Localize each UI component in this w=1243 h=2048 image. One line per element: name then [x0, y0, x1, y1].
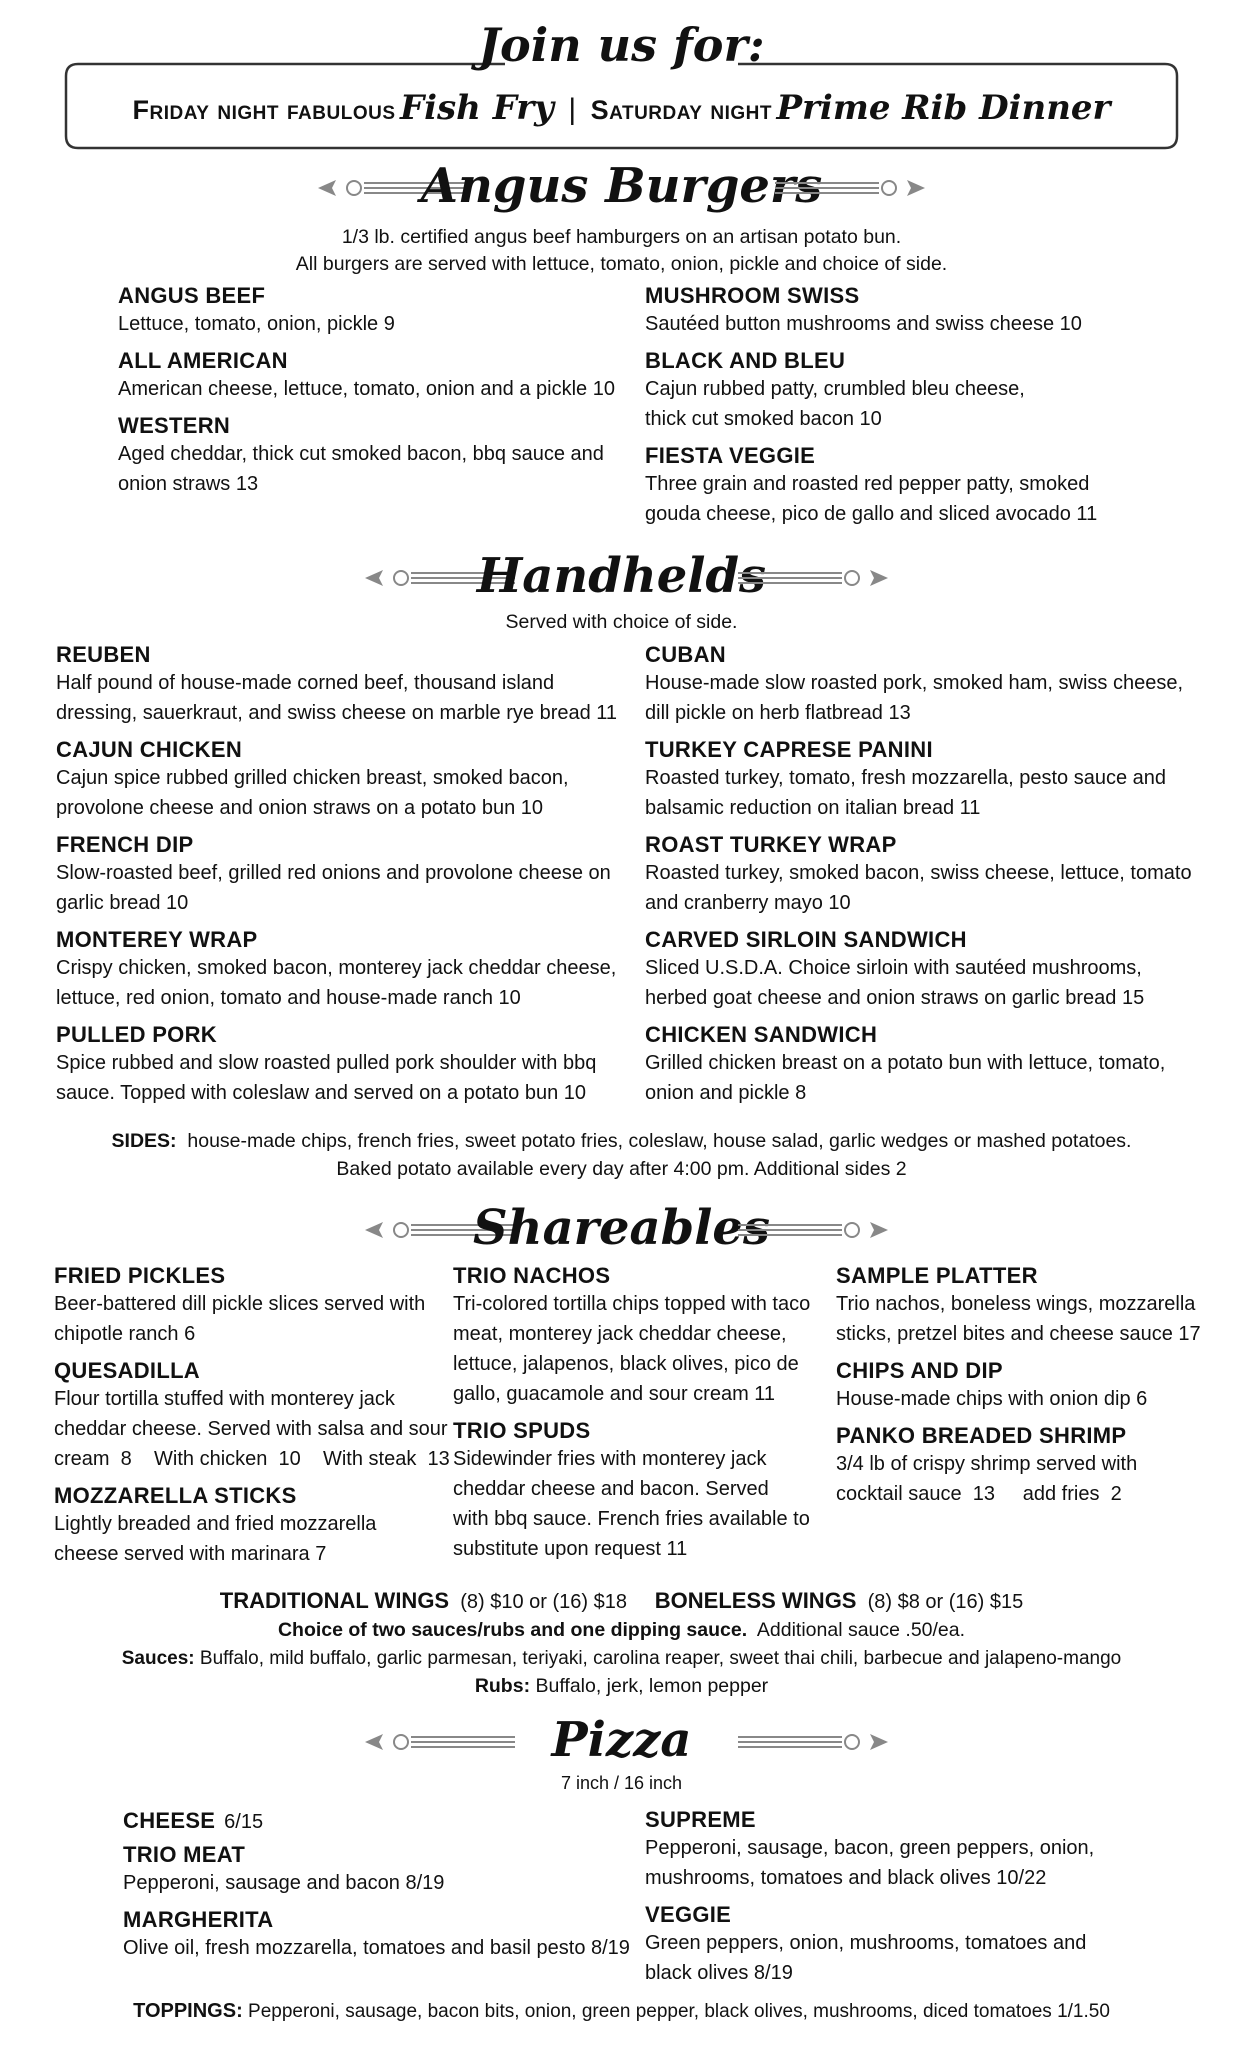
handhelds-intro: Served with choice of side.: [505, 611, 738, 633]
item-desc: sticks, pretzel bites and cheese sauce 17: [836, 1323, 1201, 1345]
sides-line: [0, 1128, 1243, 1155]
wings-2-price: (8) $8 or (16) $15: [867, 1591, 1024, 1613]
menu-item: [645, 1902, 1086, 1988]
shareables-title: Shareables: [473, 1200, 770, 1256]
sauces-line: [0, 1645, 1243, 1672]
item-desc: Olive oil, fresh mozzarella, tomatoes and basil pesto 8/19: [123, 1937, 630, 1959]
item-desc: balsamic reduction on italian bread 11: [645, 797, 981, 819]
pizza-title: Pizza: [551, 1712, 692, 1768]
item-name: CAJUN CHICKEN: [56, 737, 243, 762]
item-desc: Flour tortilla stuffed with monterey jack: [54, 1388, 395, 1410]
item-name: FRIED PICKLES: [54, 1263, 226, 1288]
right-ornament-icon: [775, 174, 925, 202]
item-desc: Cajun spice rubbed grilled chicken breast, smoked bacon,: [56, 767, 569, 789]
menu-item: [56, 832, 611, 918]
item-desc: House-made chips with onion dip 6: [836, 1388, 1148, 1410]
item-desc: 3/4 lb of crispy shrimp served with: [836, 1453, 1138, 1475]
sides-label: SIDES:: [111, 1130, 177, 1152]
item-name: CARVED SIRLOIN SANDWICH: [645, 927, 967, 952]
item-desc: Grilled chicken breast on a potato bun with lettuce, tomato,: [645, 1052, 1166, 1074]
handhelds-title: Handhelds: [476, 548, 767, 604]
menu-item: [645, 927, 1144, 1013]
item-desc: and cranberry mayo 10: [645, 892, 851, 914]
item-desc: dill pickle on herb flatbread 13: [645, 702, 911, 724]
item-desc: cocktail sauce 13 add fries 2: [836, 1483, 1122, 1505]
item-name: ALL AMERICAN: [118, 348, 288, 373]
item-desc: Three grain and roasted red pepper patty, smoked: [645, 473, 1090, 495]
item-desc: Sautéed button mushrooms and swiss cheese 10: [645, 313, 1082, 335]
menu-item: [645, 642, 1183, 728]
rubs-line: [0, 1673, 1243, 1700]
item-desc: Green peppers, onion, mushrooms, tomatoes and: [645, 1932, 1087, 1954]
handhelds-header: [0, 548, 1243, 608]
pizza-intro: 7 inch / 16 inch: [560, 1773, 683, 1793]
item-desc: Half pound of house-made corned beef, thousand island: [56, 672, 555, 694]
item-desc: Roasted turkey, tomato, fresh mozzarella, pesto sauce and: [645, 767, 1167, 789]
item-desc: Beer-battered dill pickle slices served with: [54, 1293, 426, 1315]
menu-item: [453, 1418, 810, 1564]
right-ornament-icon: [738, 1728, 888, 1756]
item-desc: chipotle ranch 6: [54, 1323, 196, 1345]
sides-line-2: Baked potato available every day after 4:00 pm. Additional sides 2: [336, 1158, 907, 1180]
item-desc: sauce. Topped with coleslaw and served on a potato bun 10: [56, 1082, 586, 1104]
menu-item: [56, 1022, 596, 1108]
item-name: VEGGIE: [645, 1902, 732, 1927]
item-name: REUBEN: [56, 642, 151, 667]
wings-line: [0, 1588, 1243, 1614]
banner-events: [0, 88, 1243, 128]
item-name: ROAST TURKEY WRAP: [645, 832, 897, 857]
item-desc: dressing, sauerkraut, and swiss cheese on marble rye bread 11: [56, 702, 618, 724]
menu-item: [645, 1022, 1165, 1108]
menu-item: [118, 413, 604, 499]
item-name: ANGUS BEEF: [118, 283, 266, 308]
banner-divider: |: [568, 93, 577, 126]
saturday-label: Saturday night: [590, 95, 772, 125]
menu-item: [836, 1358, 1147, 1414]
toppings-text: Pepperoni, sausage, bacon bits, onion, green pepper, black olives, mushrooms, diced tomatoes 1/1.50: [248, 2001, 1110, 2022]
burgers-title: Angus Burgers: [420, 158, 823, 214]
item-desc: substitute upon request 11: [453, 1538, 688, 1560]
menu-item: [645, 348, 1025, 434]
menu-item: [54, 1483, 376, 1569]
toppings-line: [0, 1998, 1243, 2025]
wings-2-name: BONELESS WINGS: [654, 1588, 857, 1613]
item-name: MOZZARELLA STICKS: [54, 1483, 297, 1508]
item-desc: onion and pickle 8: [645, 1082, 807, 1104]
item-name: TURKEY CAPRESE PANINI: [645, 737, 933, 762]
item-desc: gallo, guacamole and sour cream 11: [453, 1383, 776, 1405]
wings-1-price: (8) $10 or (16) $18: [460, 1591, 627, 1613]
item-desc: gouda cheese, pico de gallo and sliced avocado 11: [645, 503, 1098, 525]
item-desc: Slow-roasted beef, grilled red onions and provolone cheese on: [56, 862, 611, 884]
item-name: MONTEREY WRAP: [56, 927, 258, 952]
menu-item: [123, 1807, 263, 1837]
friday-label: Friday night fabulous: [132, 95, 396, 125]
right-ornament-icon: [738, 564, 888, 592]
item-name: SAMPLE PLATTER: [836, 1263, 1038, 1288]
menu-item: [56, 642, 617, 728]
item-name: TRIO NACHOS: [453, 1263, 611, 1288]
menu-item: [54, 1358, 450, 1474]
item-name: FRENCH DIP: [56, 832, 194, 857]
item-desc: cream 8 With chicken 10 With steak 13: [54, 1448, 450, 1470]
menu-item: [123, 1842, 444, 1898]
item-name: PANKO BREADED SHRIMP: [836, 1423, 1127, 1448]
item-desc: cheddar cheese. Served with salsa and sour: [54, 1418, 448, 1440]
wings-choice: [0, 1617, 1243, 1644]
item-desc: cheese served with marinara 7: [54, 1543, 327, 1565]
item-desc: lettuce, red onion, tomato and house-made ranch 10: [56, 987, 521, 1009]
item-name: CUBAN: [645, 642, 726, 667]
item-desc: meat, monterey jack cheddar cheese,: [453, 1323, 787, 1345]
item-desc: Spice rubbed and slow roasted pulled pork shoulder with bbq: [56, 1052, 597, 1074]
menu-item: [54, 1263, 425, 1349]
toppings-label: TOPPINGS:: [133, 2000, 243, 2022]
menu-item: [118, 283, 395, 339]
item-name: CHEESE: [123, 1808, 216, 1833]
right-ornament-icon: [738, 1216, 888, 1244]
item-name: TRIO SPUDS: [453, 1418, 591, 1443]
item-desc: American cheese, lettuce, tomato, onion and a pickle 10: [118, 378, 615, 400]
item-desc: Pepperoni, sausage, bacon, green peppers, onion,: [645, 1837, 1095, 1859]
item-desc: Lettuce, tomato, onion, pickle 9: [118, 313, 395, 335]
menu-item: [645, 832, 1192, 918]
item-desc: House-made slow roasted pork, smoked ham, swiss cheese,: [645, 672, 1184, 694]
item-price: 6/15: [224, 1811, 264, 1833]
shareables-header: [0, 1200, 1243, 1260]
sauces-label: Sauces:: [121, 1648, 195, 1669]
item-desc: Sidewinder fries with monterey jack: [453, 1448, 767, 1470]
item-name: MUSHROOM SWISS: [645, 283, 860, 308]
menu-item: [645, 443, 1097, 529]
item-desc: Roasted turkey, smoked bacon, swiss cheese, lettuce, tomato: [645, 862, 1192, 884]
menu-item: [56, 927, 616, 1013]
menu-item: [645, 283, 1082, 339]
item-desc: Lightly breaded and fried mozzarella: [54, 1513, 377, 1535]
sides-text: house-made chips, french fries, sweet potato fries, coleslaw, house salad, garlic wedges or mashed potatoes.: [187, 1130, 1132, 1152]
item-name: SUPREME: [645, 1807, 756, 1832]
rubs-label: Rubs:: [474, 1675, 531, 1697]
item-desc: Tri-colored tortilla chips topped with taco: [453, 1293, 811, 1315]
pizza-header: [0, 1712, 1243, 1772]
item-desc: mushrooms, tomatoes and black olives 10/22: [645, 1867, 1047, 1889]
item-name: QUESADILLA: [54, 1358, 200, 1383]
choice-rest: Additional sauce .50/ea.: [756, 1619, 966, 1641]
item-name: FIESTA VEGGIE: [645, 443, 816, 468]
menu-item: [453, 1263, 810, 1409]
item-desc: provolone cheese and onion straws on a potato bun 10: [56, 797, 544, 819]
item-desc: thick cut smoked bacon 10: [645, 408, 882, 430]
item-desc: Pepperoni, sausage and bacon 8/19: [123, 1872, 445, 1894]
choice-bold: Choice of two sauces/rubs and one dipping sauce.: [277, 1619, 748, 1641]
item-desc: Sliced U.S.D.A. Choice sirloin with sautéed mushrooms,: [645, 957, 1142, 979]
burgers-intro-1: 1/3 lb. certified angus beef hamburgers on an artisan potato bun.: [341, 226, 902, 248]
rubs-text: Buffalo, jerk, lemon pepper: [535, 1675, 769, 1697]
item-desc: Aged cheddar, thick cut smoked bacon, bbq sauce and: [118, 443, 604, 465]
menu-item: [645, 1807, 1094, 1893]
item-name: CHICKEN SANDWICH: [645, 1022, 878, 1047]
banner-title: Join us for:: [478, 18, 765, 72]
item-name: PULLED PORK: [56, 1022, 217, 1047]
menu-item: [56, 737, 569, 823]
item-desc: herbed goat cheese and onion straws on garlic bread 15: [645, 987, 1145, 1009]
item-desc: onion straws 13: [118, 473, 259, 495]
item-desc: black olives 8/19: [645, 1962, 793, 1984]
sauces-text: Buffalo, mild buffalo, garlic parmesan, teriyaki, carolina reaper, sweet thai chili, barbecue and jalapeno-mango: [199, 1648, 1122, 1669]
item-desc: with bbq sauce. French fries available to: [453, 1508, 810, 1530]
item-desc: lettuce, jalapenos, black olives, pico de: [453, 1353, 799, 1375]
item-desc: Cajun rubbed patty, crumbled bleu cheese,: [645, 378, 1025, 400]
menu-item: [836, 1423, 1137, 1509]
burgers-header: [0, 158, 1243, 218]
wings-1-name: TRADITIONAL WINGS: [219, 1588, 450, 1613]
item-name: TRIO MEAT: [123, 1842, 246, 1867]
burgers-intro-2: All burgers are served with lettuce, tomato, onion, pickle and choice of side.: [295, 253, 948, 275]
item-name: MARGHERITA: [123, 1907, 274, 1932]
item-desc: Crispy chicken, smoked bacon, monterey jack cheddar cheese,: [56, 957, 617, 979]
friday-event: Fish Fry: [399, 88, 554, 128]
item-desc: cheddar cheese and bacon. Served: [453, 1478, 769, 1500]
menu-item: [123, 1907, 630, 1963]
item-name: CHIPS AND DIP: [836, 1358, 1003, 1383]
item-desc: Trio nachos, boneless wings, mozzarella: [836, 1293, 1196, 1315]
menu-item: [118, 348, 615, 404]
saturday-event: Prime Rib Dinner: [776, 88, 1111, 128]
item-name: WESTERN: [118, 413, 231, 438]
item-desc: garlic bread 10: [56, 892, 189, 914]
item-name: BLACK AND BLEU: [645, 348, 846, 373]
menu-item: [645, 737, 1166, 823]
menu-item: [836, 1263, 1201, 1349]
